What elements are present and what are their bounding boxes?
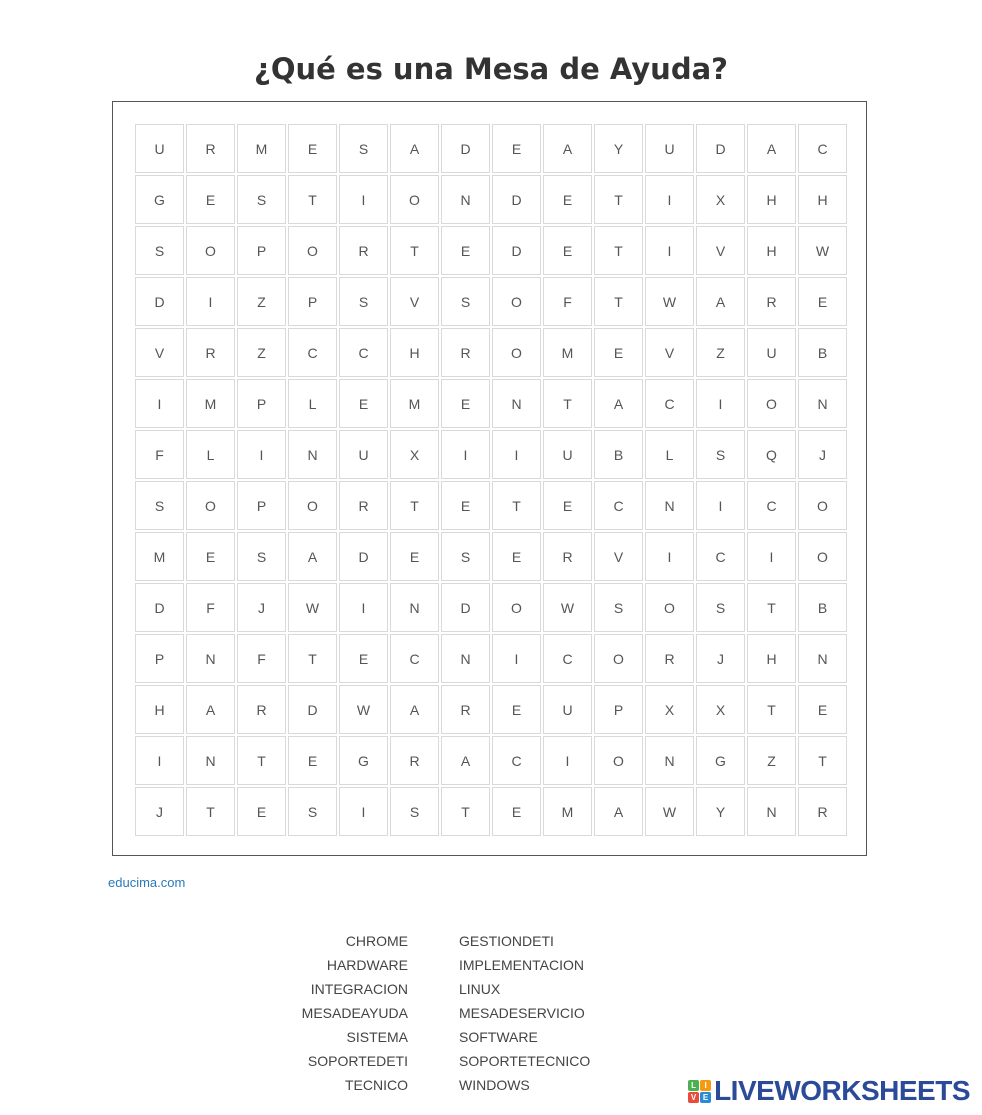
grid-cell[interactable]: R (186, 124, 235, 173)
grid-cell[interactable]: R (339, 481, 388, 530)
grid-cell[interactable]: W (339, 685, 388, 734)
grid-cell[interactable]: X (390, 430, 439, 479)
grid-cell[interactable]: O (288, 481, 337, 530)
grid-cell[interactable]: R (237, 685, 286, 734)
grid-cell[interactable]: A (543, 124, 592, 173)
source-link[interactable]: educima.com (108, 875, 186, 890)
grid-cell[interactable]: E (594, 328, 643, 377)
grid-cell[interactable]: N (798, 379, 847, 428)
grid-cell[interactable]: S (696, 583, 745, 632)
word-list-item: IMPLEMENTACION (459, 957, 584, 973)
grid-cell[interactable]: N (441, 634, 490, 683)
grid-cell[interactable]: R (339, 226, 388, 275)
grid-cell[interactable]: W (543, 583, 592, 632)
brand-icon-tile: I (700, 1080, 711, 1091)
grid-cell[interactable]: N (441, 175, 490, 224)
brand-logo[interactable] (688, 1076, 970, 1106)
brand-icon-tile: E (700, 1092, 711, 1103)
grid-cell[interactable]: W (645, 277, 694, 326)
grid-cell[interactable]: W (798, 226, 847, 275)
grid-cell[interactable]: A (696, 277, 745, 326)
grid-cell[interactable]: T (594, 226, 643, 275)
grid-cell[interactable]: A (390, 124, 439, 173)
grid-cell[interactable]: Q (747, 430, 796, 479)
grid-cell[interactable]: L (186, 430, 235, 479)
grid-cell[interactable]: I (543, 736, 592, 785)
grid-cell[interactable]: M (186, 379, 235, 428)
grid-cell[interactable]: T (747, 583, 796, 632)
grid-cell[interactable]: E (798, 685, 847, 734)
grid-cell[interactable]: R (186, 328, 235, 377)
grid-cell[interactable]: M (543, 328, 592, 377)
grid-cell[interactable]: S (237, 175, 286, 224)
grid-cell[interactable]: R (543, 532, 592, 581)
grid-cell[interactable]: E (288, 124, 337, 173)
grid-cell[interactable]: B (594, 430, 643, 479)
grid-cell[interactable]: I (696, 481, 745, 530)
word-list-item: HARDWARE (326, 957, 408, 973)
grid-cell[interactable]: A (186, 685, 235, 734)
grid-cell[interactable]: Y (594, 124, 643, 173)
grid-cell[interactable]: E (390, 532, 439, 581)
grid-cell[interactable]: D (492, 175, 541, 224)
grid-cell[interactable]: V (594, 532, 643, 581)
grid-cell[interactable]: D (288, 685, 337, 734)
grid-cell[interactable]: T (747, 685, 796, 734)
grid-cell[interactable]: O (747, 379, 796, 428)
grid-cell[interactable]: O (798, 481, 847, 530)
grid-cell[interactable]: B (798, 328, 847, 377)
grid-cell[interactable]: H (390, 328, 439, 377)
grid-cell[interactable]: M (135, 532, 184, 581)
grid-cell[interactable]: T (798, 736, 847, 785)
grid-cell[interactable]: O (798, 532, 847, 581)
grid-cell[interactable]: S (696, 430, 745, 479)
grid-cell[interactable]: R (390, 736, 439, 785)
grid-cell[interactable]: O (186, 481, 235, 530)
grid-cell[interactable]: D (441, 583, 490, 632)
grid-cell[interactable]: S (339, 124, 388, 173)
grid-cell[interactable]: G (135, 175, 184, 224)
grid-cell[interactable]: Z (747, 736, 796, 785)
grid-cell[interactable]: A (288, 532, 337, 581)
grid-cell[interactable]: A (747, 124, 796, 173)
grid-cell[interactable]: E (441, 379, 490, 428)
grid-cell[interactable]: T (186, 787, 235, 836)
grid-cell[interactable]: U (645, 124, 694, 173)
grid-cell[interactable]: E (237, 787, 286, 836)
grid-cell[interactable]: E (492, 685, 541, 734)
grid-cell[interactable]: L (288, 379, 337, 428)
grid-cell[interactable]: N (492, 379, 541, 428)
grid-cell[interactable]: E (339, 634, 388, 683)
grid-cell[interactable]: N (747, 787, 796, 836)
grid-cell[interactable]: C (594, 481, 643, 530)
grid-cell[interactable]: G (339, 736, 388, 785)
grid-cell[interactable]: T (441, 787, 490, 836)
grid-cell[interactable]: E (492, 124, 541, 173)
grid-cell[interactable]: R (747, 277, 796, 326)
grid-cell[interactable]: S (135, 481, 184, 530)
grid-cell[interactable]: S (288, 787, 337, 836)
grid-cell[interactable]: V (696, 226, 745, 275)
grid-cell[interactable]: P (237, 481, 286, 530)
grid-cell[interactable]: O (492, 328, 541, 377)
grid-cell[interactable]: O (594, 634, 643, 683)
grid-cell[interactable]: T (390, 481, 439, 530)
grid-cell[interactable]: A (441, 736, 490, 785)
grid-cell[interactable]: O (186, 226, 235, 275)
grid-cell[interactable]: I (747, 532, 796, 581)
grid-cell[interactable]: H (747, 226, 796, 275)
grid-cell[interactable]: O (645, 583, 694, 632)
brand-logo-text: LIVEWORKSHEETS (714, 1075, 970, 1106)
grid-cell[interactable]: A (594, 787, 643, 836)
grid-cell[interactable]: S (441, 532, 490, 581)
grid-cell[interactable]: S (441, 277, 490, 326)
grid-cell[interactable]: R (441, 685, 490, 734)
grid-cell[interactable]: C (390, 634, 439, 683)
grid-cell[interactable]: V (135, 328, 184, 377)
grid-cell[interactable]: I (237, 430, 286, 479)
grid-cell[interactable]: T (288, 175, 337, 224)
grid-cell[interactable]: C (645, 379, 694, 428)
grid-cell[interactable]: F (237, 634, 286, 683)
word-list-item: SOPORTETECNICO (459, 1053, 591, 1069)
brand-icon-tile: L (688, 1080, 699, 1091)
grid-cell[interactable]: D (135, 277, 184, 326)
grid-cell[interactable]: W (288, 583, 337, 632)
grid-cell[interactable]: T (594, 175, 643, 224)
word-list-item: WINDOWS (459, 1077, 530, 1093)
grid-cell[interactable]: B (798, 583, 847, 632)
grid-cell[interactable]: D (441, 124, 490, 173)
grid-cell[interactable]: I (186, 277, 235, 326)
word-list-item: GESTIONDETI (459, 933, 554, 949)
grid-cell[interactable]: I (492, 634, 541, 683)
word-list-item: SOFTWARE (459, 1029, 538, 1045)
grid-cell[interactable]: Z (237, 277, 286, 326)
grid-cell[interactable]: I (339, 583, 388, 632)
grid-cell[interactable]: D (135, 583, 184, 632)
grid-cell[interactable]: P (135, 634, 184, 683)
grid-cell[interactable]: N (645, 481, 694, 530)
grid-cell[interactable]: E (492, 532, 541, 581)
grid-cell[interactable]: A (390, 685, 439, 734)
word-list-item: MESADESERVICIO (459, 1005, 585, 1021)
grid-cell[interactable]: V (390, 277, 439, 326)
grid-cell[interactable]: U (543, 430, 592, 479)
grid-cell[interactable]: T (492, 481, 541, 530)
grid-cell[interactable]: I (339, 175, 388, 224)
grid-cell[interactable]: T (594, 277, 643, 326)
brand-icon-tile: V (688, 1092, 699, 1103)
grid-cell[interactable]: R (441, 328, 490, 377)
grid-cell[interactable]: S (594, 583, 643, 632)
grid-cell[interactable]: P (288, 277, 337, 326)
grid-cell[interactable]: C (543, 634, 592, 683)
grid-cell[interactable]: C (798, 124, 847, 173)
grid-cell[interactable]: T (288, 634, 337, 683)
grid-cell[interactable]: H (798, 175, 847, 224)
grid-cell[interactable]: P (594, 685, 643, 734)
grid-cell[interactable]: C (492, 736, 541, 785)
grid-cell[interactable]: U (543, 685, 592, 734)
grid-cell[interactable]: I (645, 175, 694, 224)
grid-cell[interactable]: N (186, 736, 235, 785)
grid-cell[interactable]: D (696, 124, 745, 173)
grid-cell[interactable]: N (186, 634, 235, 683)
grid-cell[interactable]: A (594, 379, 643, 428)
grid-cell[interactable]: E (543, 175, 592, 224)
grid-cell[interactable]: I (441, 430, 490, 479)
grid-cell[interactable]: M (390, 379, 439, 428)
grid-cell[interactable]: O (492, 277, 541, 326)
grid-cell[interactable]: I (492, 430, 541, 479)
grid-cell[interactable]: I (135, 379, 184, 428)
word-list-item: INTEGRACION (310, 981, 408, 997)
grid-cell[interactable]: U (747, 328, 796, 377)
grid-cell[interactable]: W (645, 787, 694, 836)
grid-cell[interactable]: C (696, 532, 745, 581)
grid-cell[interactable]: O (288, 226, 337, 275)
grid-cell[interactable]: C (288, 328, 337, 377)
grid-cell[interactable]: L (645, 430, 694, 479)
grid-cell[interactable]: E (288, 736, 337, 785)
grid-cell[interactable]: E (798, 277, 847, 326)
grid-cell[interactable]: S (339, 277, 388, 326)
grid-cell[interactable]: E (543, 481, 592, 530)
grid-cell[interactable]: N (798, 634, 847, 683)
word-list-item: SISTEMA (346, 1029, 408, 1045)
grid-cell[interactable]: E (186, 175, 235, 224)
grid-cell[interactable]: T (543, 379, 592, 428)
grid-cell[interactable]: G (696, 736, 745, 785)
grid-cell[interactable]: P (237, 379, 286, 428)
grid-cell[interactable]: O (390, 175, 439, 224)
grid-cell[interactable]: F (135, 430, 184, 479)
grid-cell[interactable]: P (237, 226, 286, 275)
grid-cell[interactable]: T (237, 736, 286, 785)
grid-cell[interactable]: S (237, 532, 286, 581)
grid-cell[interactable]: S (135, 226, 184, 275)
word-list-right-column (459, 929, 679, 1097)
grid-cell[interactable]: N (390, 583, 439, 632)
word-search-board (112, 101, 867, 856)
grid-cell[interactable]: Y (696, 787, 745, 836)
grid-cell[interactable]: J (696, 634, 745, 683)
grid-cell[interactable]: H (747, 175, 796, 224)
grid-cell[interactable]: X (645, 685, 694, 734)
grid-cell[interactable]: E (441, 481, 490, 530)
page-title: ¿Qué es una Mesa de Ayuda? (254, 52, 728, 86)
grid-cell[interactable]: C (339, 328, 388, 377)
grid-cell[interactable]: I (339, 787, 388, 836)
grid-cell[interactable]: H (135, 685, 184, 734)
grid-cell[interactable]: U (339, 430, 388, 479)
grid-cell[interactable]: E (441, 226, 490, 275)
grid-cell[interactable]: J (135, 787, 184, 836)
grid-cell[interactable]: V (645, 328, 694, 377)
word-list-item: LINUX (459, 981, 501, 997)
word-list-item: TECNICO (345, 1077, 408, 1093)
grid-cell[interactable]: E (186, 532, 235, 581)
grid-cell[interactable]: Z (237, 328, 286, 377)
grid-cell[interactable]: R (798, 787, 847, 836)
grid-cell[interactable]: O (594, 736, 643, 785)
grid-cell[interactable]: C (747, 481, 796, 530)
word-list-left-column (208, 929, 408, 1097)
grid-cell[interactable]: Z (696, 328, 745, 377)
word-list-item: SOPORTEDETI (307, 1053, 408, 1069)
grid-cell[interactable]: F (186, 583, 235, 632)
grid-cell[interactable]: N (288, 430, 337, 479)
grid-cell[interactable]: X (696, 685, 745, 734)
grid-cell[interactable]: J (237, 583, 286, 632)
grid-cell[interactable]: I (645, 532, 694, 581)
grid-cell[interactable]: E (492, 787, 541, 836)
word-list-item: CHROME (345, 933, 408, 949)
grid-cell[interactable]: F (543, 277, 592, 326)
grid-cell[interactable]: D (339, 532, 388, 581)
grid-cell[interactable]: E (543, 226, 592, 275)
word-list (0, 929, 982, 1099)
grid-cell[interactable]: I (645, 226, 694, 275)
letter-grid[interactable] (135, 124, 847, 836)
brand-logo-icon (688, 1080, 711, 1103)
grid-cell[interactable]: I (135, 736, 184, 785)
grid-cell[interactable]: U (135, 124, 184, 173)
grid-cell[interactable]: O (492, 583, 541, 632)
grid-cell[interactable]: X (696, 175, 745, 224)
grid-cell[interactable]: I (696, 379, 745, 428)
grid-cell[interactable]: R (645, 634, 694, 683)
word-list-item: MESADEAYUDA (301, 1005, 408, 1021)
grid-cell[interactable]: D (492, 226, 541, 275)
grid-cell[interactable]: M (237, 124, 286, 173)
grid-cell[interactable]: H (747, 634, 796, 683)
grid-cell[interactable]: J (798, 430, 847, 479)
grid-cell[interactable]: N (645, 736, 694, 785)
grid-cell[interactable]: M (543, 787, 592, 836)
grid-cell[interactable]: T (390, 226, 439, 275)
grid-cell[interactable]: S (390, 787, 439, 836)
grid-cell[interactable]: E (339, 379, 388, 428)
